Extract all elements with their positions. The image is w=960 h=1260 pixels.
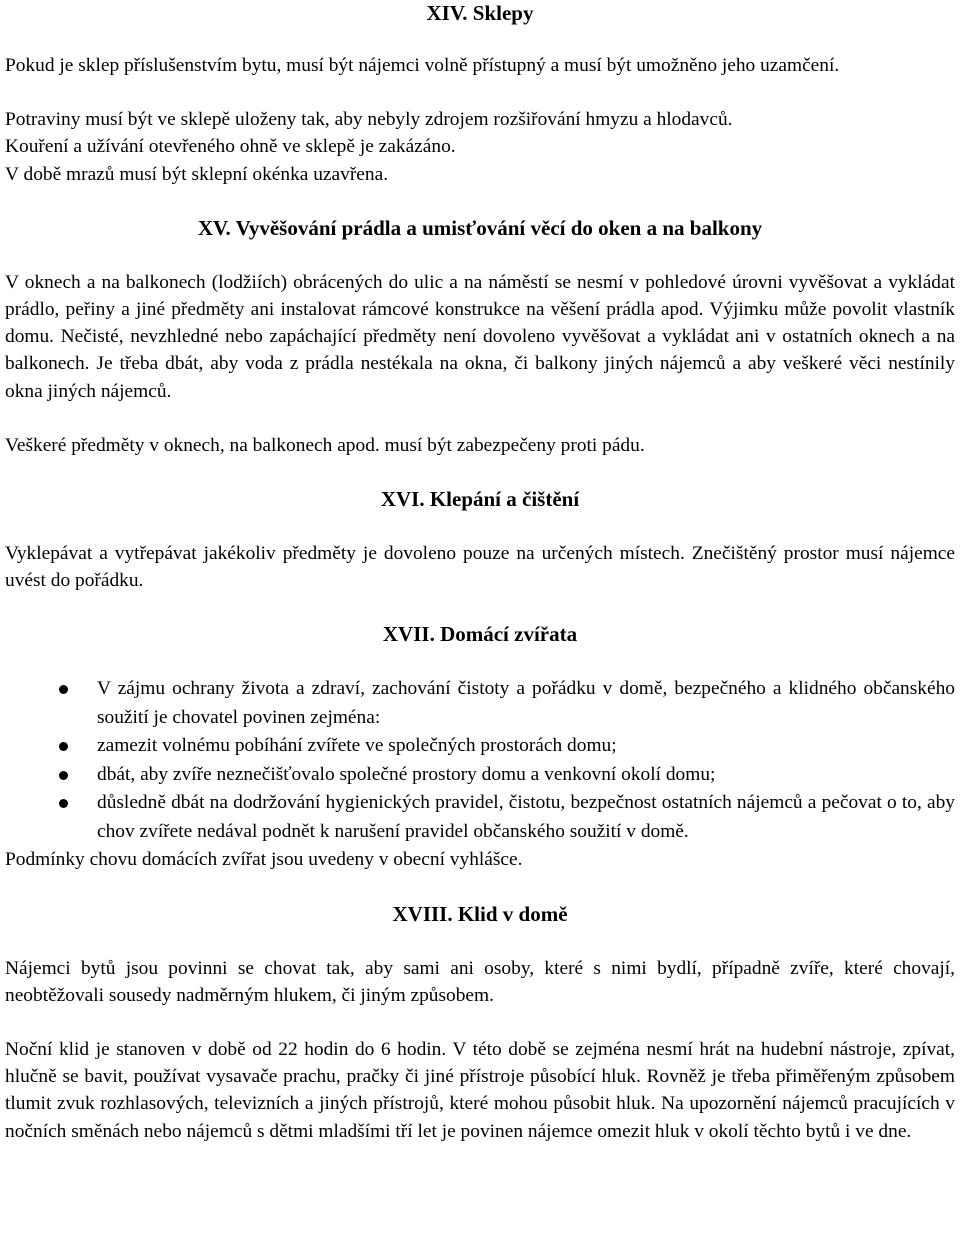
list-item-text: důsledně dbát na dodržování hygienických pravidel, čistotu, bezpečnost ostatních nájemců a pečovat o to, aby chov zvířete nedával podnět k narušení pravidel občanského soužití v domě. <box>97 792 955 842</box>
bullet-icon <box>59 685 68 694</box>
paragraph-xviii-1: Nájemci bytů jsou povinni se chovat tak, aby sami ani osoby, které s nimi bydlí, případně zvíře, které chovají, neobtěžovali sousedy nadměrným hlukem, či jiným způsobem. <box>5 957 955 1006</box>
list-item <box>5 675 955 732</box>
document-page <box>5 0 955 1145</box>
bullet-icon <box>59 742 68 751</box>
paragraph-xv-2: Veškeré předměty v oknech, na balkonech apod. musí být zabezpečeny proti pádu. <box>5 434 645 456</box>
bullet-icon <box>59 771 68 780</box>
paragraph-xv-1: V oknech a na balkonech (lodžiích) obrácených do ulic a na náměstí se nesmí v pohledové úrovni vyvěšovat a vykládat prádlo, peřiny a jiné předměty ani instalovat rámcové konstrukce na věšení prádla apod. Výjimku může povolit vlastník domu. Nečisté, nevzhledné nebo zapáchající předměty není dovoleno vyvěšovat a vykládat ani v ostatních oknech a na balkonech. Je třeba dbát, aby voda z prádla nestékala na okna, či balkony jiných nájemců a aby veškeré věci nestínily okna jiných nájemců. <box>5 271 955 402</box>
paragraph-xiv-line-3: V době mrazů musí být sklepní okénka uzavřena. <box>5 163 389 185</box>
list-item <box>5 789 955 846</box>
list-item <box>5 761 955 790</box>
list-item-text: V zájmu ochrany života a zdraví, zachování čistoty a pořádku v domě, bezpečného a klidného občanského soužití je chovatel povinen zejména: <box>97 678 955 728</box>
section-heading-xviii: XVIII. Klid v domě <box>392 901 568 926</box>
paragraph-xiv-1: Pokud je sklep příslušenstvím bytu, musí být nájemci volně přístupný a musí být umožněno jeho uzamčení. <box>5 55 840 76</box>
section-heading-xiv: XIV. Sklepy <box>426 1 534 25</box>
paragraph-xiv-line-1: Potraviny musí být ve sklepě uloženy tak, aby nebyly zdrojem rozšiřování hmyzu a hlodavců. <box>5 109 733 131</box>
section-heading-xv: XV. Vyvěšování prádla a umisťování věcí do oken a na balkony <box>197 215 763 240</box>
list-item <box>5 732 955 761</box>
section-heading-xvi: XVI. Klepání a čištění <box>380 487 580 512</box>
bullet-list-xvii <box>5 675 955 846</box>
list-item-text: zamezit volnému pobíhání zvířete ve společných prostorách domu; <box>97 735 617 757</box>
bullet-icon <box>59 799 68 808</box>
paragraph-xviii-2: Noční klid je stanoven v době od 22 hodin do 6 hodin. V této době se zejména nesmí hrát na hudební nástroje, zpívat, hlučně se bavit, používat vysavače prachu, pračky či jiné přístroje působící hluk. Rovněž je třeba přiměřeným způsobem tlumit zvuk rozhlasových, televizních a jiných přístrojů, které mohou působit hluk. Na upozornění nájemců pracujících v nočních směnách nebo nájemců s dětmi mladšími tří let je povinen nájemce omezit hluk v okolí těchto bytů i ve dne. <box>5 1039 955 1142</box>
list-item-text: dbát, aby zvíře neznečišťovalo společné prostory domu a venkovní okolí domu; <box>97 763 716 785</box>
section-heading-xvii: XVII. Domácí zvířata <box>382 622 578 647</box>
paragraph-xvii-1: Podmínky chovu domácích zvířat jsou uvedeny v obecní vyhlášce. <box>5 849 523 871</box>
paragraph-xvi-1: Vyklepávat a vytřepávat jakékoliv předměty je dovoleno pouze na určených místech. Znečištěný prostor musí nájemce uvést do pořádku. <box>5 543 955 592</box>
paragraph-xiv-line-2: Kouření a užívání otevřeného ohně ve sklepě je zakázáno. <box>5 136 456 158</box>
